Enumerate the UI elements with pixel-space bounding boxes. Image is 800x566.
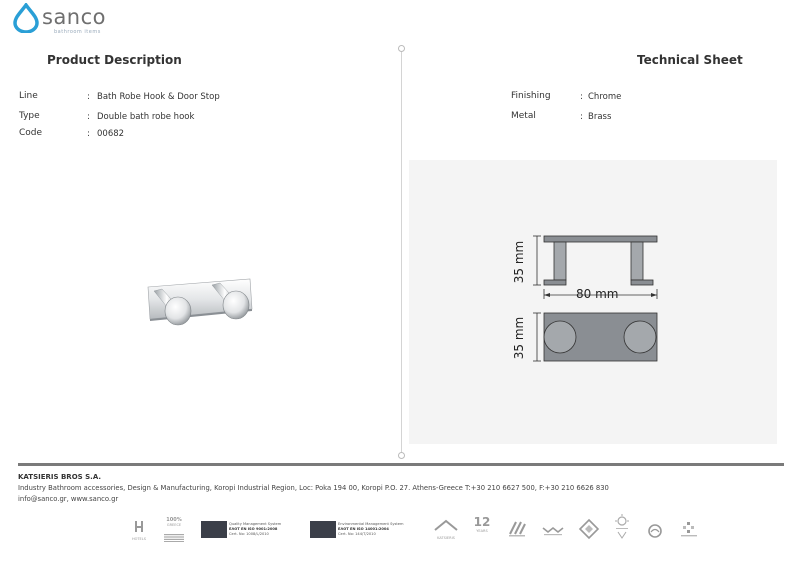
technical-drawing bbox=[409, 160, 777, 444]
row-line-value: Bath Robe Hook & Door Stop bbox=[97, 92, 220, 102]
footer-address: Industry Bathroom accessories, Design & Manufacturing, Koropi Industrial Region, Loc: Poka 194 00, Koropi P.O. 27. Athens-Greece T:+30 210 6627 500, F:+30 210 6626 830 bbox=[18, 484, 609, 492]
badge-katsieris: KATSIERIS bbox=[432, 517, 460, 540]
divider-top-dot bbox=[398, 45, 405, 52]
badge-12-years bbox=[472, 516, 492, 533]
brand-tagline: bathroom items bbox=[54, 29, 101, 35]
house-roof-icon bbox=[432, 518, 460, 532]
years-number: 12 bbox=[473, 515, 491, 529]
greek-flag-icon bbox=[162, 534, 186, 542]
footer-divider bbox=[18, 463, 784, 466]
row-code-value: 00682 bbox=[97, 129, 125, 139]
row-metal-value: Brass bbox=[588, 112, 612, 122]
row-finishing-colon: : bbox=[580, 92, 583, 102]
row-type-label: Type bbox=[19, 111, 40, 121]
divider-bottom-dot bbox=[398, 452, 405, 459]
iso-9001-text: Quality Management System ΕΛΟΤ EN ISO 9001:2008 Cert. No: 1008/L/2010 bbox=[229, 522, 282, 536]
footer-contact: info@sanco.gr, www.sanco.gr bbox=[18, 495, 119, 503]
row-line-label: Line bbox=[19, 91, 38, 101]
water-drop-icon bbox=[12, 3, 40, 33]
years-label: YEARS bbox=[476, 529, 488, 533]
row-code-colon: : bbox=[87, 129, 90, 139]
row-code-label: Code bbox=[19, 128, 43, 138]
brand-name: sanco bbox=[42, 5, 107, 29]
footer-company: KATSIERIS BROS S.A. bbox=[18, 473, 102, 481]
circle-badge-icon bbox=[646, 522, 664, 540]
row-line-colon: : bbox=[87, 92, 90, 102]
hotels-icon bbox=[128, 519, 150, 533]
row-finishing-value: Chrome bbox=[588, 92, 622, 102]
row-finishing-label: Finishing bbox=[511, 91, 551, 101]
greece-pct: 100% bbox=[166, 517, 182, 523]
iso-9001-logo bbox=[201, 521, 227, 538]
technical-sheet-title: Technical Sheet bbox=[637, 53, 743, 67]
sun-badge-icon bbox=[612, 513, 632, 541]
row-metal-label: Metal bbox=[511, 111, 536, 121]
badge-hotels: HOTELS bbox=[128, 518, 150, 541]
row-type-colon: : bbox=[87, 112, 90, 122]
column-divider bbox=[401, 48, 402, 456]
wave-badge-icon bbox=[541, 522, 565, 538]
product-description-title: Product Description bbox=[47, 53, 182, 67]
product-image bbox=[140, 275, 270, 335]
iso-14001-logo bbox=[310, 521, 336, 538]
nano-badge-icon bbox=[679, 520, 699, 540]
dim-width-label: 80 mm bbox=[576, 287, 619, 301]
greece-label: GREECE bbox=[166, 523, 182, 527]
stripes-badge-icon bbox=[506, 518, 526, 538]
iso-14001-text: Environmental Management System ΕΛΟΤ EN ISO 14001:2004 Cert. No: 144/T/2010 bbox=[338, 522, 404, 536]
dim-height-top-label: 35 mm bbox=[512, 240, 526, 284]
dim-height-bottom-label: 35 mm bbox=[512, 316, 526, 360]
row-metal-colon: : bbox=[580, 112, 583, 122]
badge-greece bbox=[162, 517, 186, 546]
row-type-value: Double bath robe hook bbox=[97, 112, 195, 122]
diamond-badge-icon bbox=[578, 518, 600, 540]
